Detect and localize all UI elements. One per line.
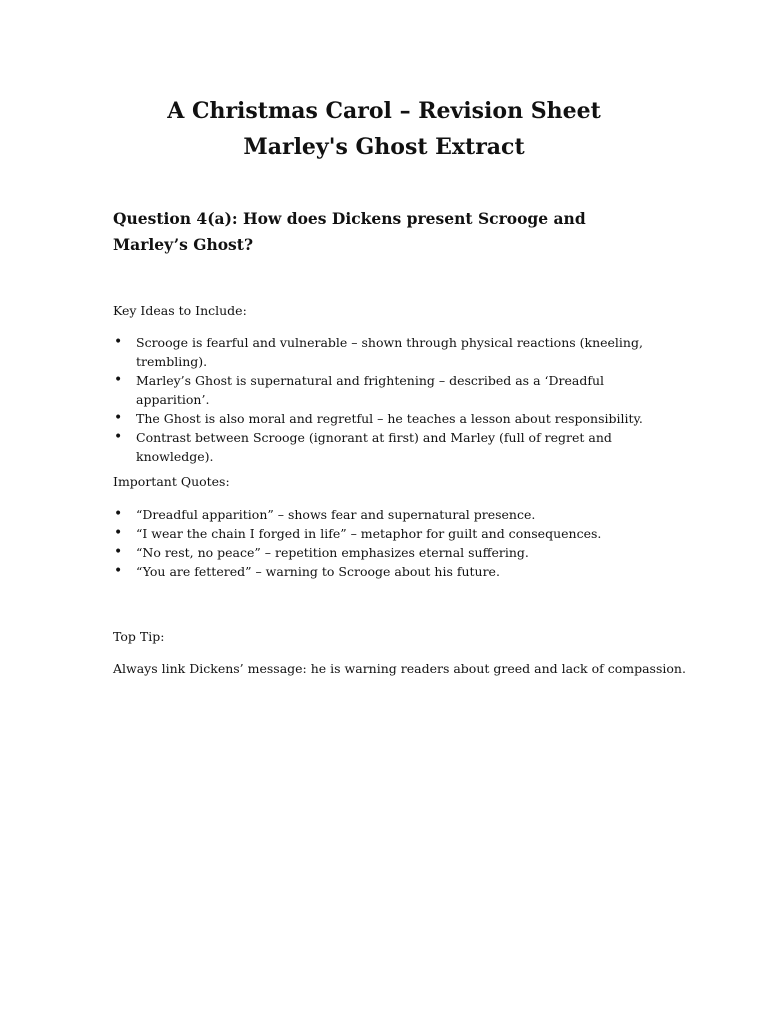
bullet-icon: • [114, 506, 123, 522]
bullet-icon: • [114, 334, 123, 350]
quote-text: “You are fettered” – warning to Scrooge about his future. [136, 564, 500, 579]
quote-text: “I wear the chain I forged in life” – metaphor for guilt and consequences. [136, 526, 602, 541]
title-line-1: A Christmas Carol – Revision Sheet [167, 98, 601, 124]
list-item [113, 543, 673, 562]
top-tip-text: Always link Dickens’ message: he is warning readers about greed and lack of compassion. [113, 661, 686, 676]
top-tip-heading: Top Tip: [113, 629, 165, 644]
key-idea-text: Contrast between Scrooge (ignorant at first) and Marley (full of regret and knowledge). [136, 430, 612, 464]
list-item [113, 371, 673, 409]
quote-text: “Dreadful apparition” – shows fear and supernatural presence. [136, 507, 536, 522]
list-item [113, 428, 673, 466]
list-item [113, 505, 673, 524]
bullet-icon: • [114, 563, 123, 579]
list-item [113, 409, 673, 428]
bullet-icon: • [114, 372, 123, 388]
title-line-2: Marley's Ghost Extract [243, 134, 525, 160]
list-item [113, 524, 673, 543]
quotes-heading: Important Quotes: [113, 474, 230, 489]
key-idea-text: Marley’s Ghost is supernatural and frightening – described as a ‘Dreadful apparition’. [136, 373, 604, 407]
key-idea-text: The Ghost is also moral and regretful – he teaches a lesson about responsibility. [136, 411, 643, 426]
bullet-icon: • [114, 410, 123, 426]
key-ideas-heading: Key Ideas to Include: [113, 303, 247, 318]
question-heading: Question 4(a): How does Dickens present Scrooge and Marley’s Ghost? [113, 209, 586, 254]
list-item [113, 562, 673, 581]
quote-text: “No rest, no peace” – repetition emphasizes eternal suffering. [136, 545, 529, 560]
list-item [113, 333, 673, 371]
key-idea-text: Scrooge is fearful and vulnerable – shown through physical reactions (kneeling, trembling). [136, 335, 643, 369]
bullet-icon: • [114, 544, 123, 560]
bullet-icon: • [114, 525, 123, 541]
document-title [0, 93, 768, 165]
bullet-icon: • [114, 429, 123, 445]
key-ideas-list [113, 333, 673, 466]
quotes-list [113, 505, 673, 581]
